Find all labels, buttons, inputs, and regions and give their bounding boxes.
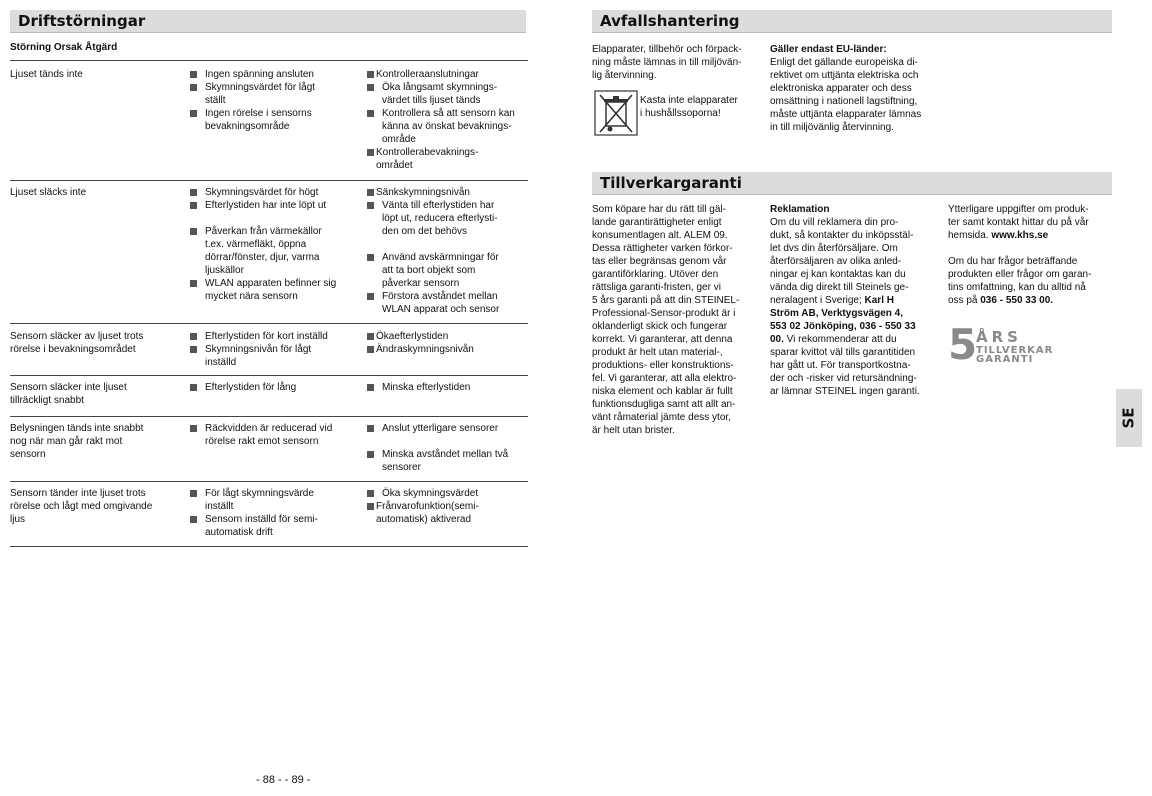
cause-text <box>205 277 336 303</box>
action-item <box>367 68 529 81</box>
cause-item <box>190 186 358 199</box>
text-line: Elapparater, tillbehör och förpack- <box>592 44 742 55</box>
bullet-square-icon <box>367 110 374 117</box>
cause-item <box>190 277 358 303</box>
bullet-square-icon <box>367 149 374 156</box>
action-line: Öka skymningsvärdet <box>382 488 479 499</box>
action-text <box>376 186 470 199</box>
text-line: Professional-Sensor-produkt är i <box>592 308 736 319</box>
text-line: Om du har frågor beträffande <box>948 256 1078 267</box>
text-line: lande garantirättigheter enligt <box>592 217 722 228</box>
text-line: funktionsdugliga samt att allt an- <box>592 399 736 410</box>
text-fragment: www.khs.se <box>991 230 1049 241</box>
cause-text <box>205 422 332 448</box>
action-text <box>382 448 508 474</box>
bullet-square-icon <box>367 451 374 458</box>
badge-line1: TILLVERKAR <box>976 345 1054 356</box>
text-line: konsumentlagen alt. ALEM 09. <box>592 230 728 241</box>
cause-item <box>190 225 358 277</box>
action-text <box>382 487 478 500</box>
reklamation-title: Reklamation <box>770 204 830 215</box>
badge-number: 5 <box>948 320 978 369</box>
bullet-square-icon <box>190 346 197 353</box>
bullet-square-icon <box>367 293 374 300</box>
action-line: att ta bort objekt som <box>382 265 476 276</box>
cause-line: Efterlystiden har inte löpt ut <box>205 200 327 211</box>
bullet-square-icon <box>367 503 374 510</box>
bullet-square-icon <box>190 280 197 287</box>
text-line: ar lämnar STEINEL ingen garanti. <box>770 386 920 397</box>
bullet-square-icon <box>367 84 374 91</box>
heading-driftstorningar: Driftstörningar <box>10 10 526 33</box>
page-numbers: - 88 - - 89 - <box>256 774 311 786</box>
action-line: Kontrollera så att sensorn kan <box>382 108 515 119</box>
action-item <box>367 422 529 435</box>
table-row-problem <box>10 330 180 356</box>
problem-line: Ljuset släcks inte <box>10 187 87 198</box>
cause-line: t.ex. värmefläkt, öppna <box>205 239 307 250</box>
problem-line: ljus <box>10 514 26 525</box>
action-item <box>367 107 529 146</box>
cause-line: inställd <box>205 357 237 368</box>
text-line: omsättning i nationell lagstiftning, <box>770 96 918 107</box>
reklamation-col <box>770 203 942 398</box>
cause-text <box>205 186 318 199</box>
language-tab: SE <box>1116 389 1142 447</box>
cause-line: För lågt skymningsvärde <box>205 488 314 499</box>
text-fragment: hemsida. <box>948 230 992 241</box>
action-item <box>367 448 529 474</box>
action-line: Minska avståndet mellan två <box>382 449 509 460</box>
table-rule <box>10 180 528 181</box>
action-line: Kontrollerabevaknings- <box>376 147 479 158</box>
cause-item <box>190 343 358 369</box>
bullet-square-icon <box>190 71 197 78</box>
action-item <box>367 381 529 394</box>
action-line: område <box>382 134 416 145</box>
bullet-square-icon <box>367 346 374 353</box>
cause-line: Skymningsnivån för lågt <box>205 344 312 355</box>
bullet-square-icon <box>367 333 374 340</box>
problem-line: tillräckligt snabbt <box>10 395 84 406</box>
table-rule <box>10 416 528 417</box>
action-text <box>382 290 499 316</box>
problem-line: rörelse i bevakningsområdet <box>10 344 136 355</box>
action-item <box>367 251 529 290</box>
weee-text <box>640 94 738 120</box>
text-line: rättsliga garanti-fristen, ger vi <box>592 282 721 293</box>
cause-line: Efterlystiden för lång <box>205 382 297 393</box>
action-line: känna av önskat bevaknings- <box>382 121 512 132</box>
text-line: dukt, så kontakter du inköpsstäl- <box>770 230 914 241</box>
text-line: Ytterligare uppgifter om produk- <box>948 204 1089 215</box>
cause-line: ställt <box>205 95 226 106</box>
text-line: elektroniska apparater och dess <box>770 83 912 94</box>
text-fragment: Vi rekommenderar att du <box>783 334 897 345</box>
cause-line: inställt <box>205 501 234 512</box>
avfall-col1 <box>592 43 762 82</box>
avfall-col2 <box>770 43 940 134</box>
action-text <box>382 251 499 290</box>
action-item <box>367 199 529 238</box>
bullet-square-icon <box>190 189 197 196</box>
bullet-square-icon <box>190 84 197 91</box>
text-line: Dessa rättigheter varken förkor- <box>592 243 733 254</box>
table-rule <box>10 323 528 324</box>
text-line: i hushållssoporna! <box>640 108 721 119</box>
text-line: sparar kvittot väl tills garantitiden <box>770 347 916 358</box>
text-line: in till miljövänlig återvinning. <box>770 122 894 133</box>
table-row-problem <box>10 381 180 407</box>
action-line: sensorer <box>382 462 421 473</box>
action-line: Förstora avståndet mellan <box>382 291 498 302</box>
problem-line: Ljuset tänds inte <box>10 69 83 80</box>
bullet-square-icon <box>367 71 374 78</box>
text-fragment: 00. <box>770 334 784 345</box>
five-year-guarantee-badge <box>948 320 1054 369</box>
action-line: Ökaefterlystiden <box>376 331 449 342</box>
bullet-square-icon <box>367 254 374 261</box>
action-item <box>367 343 529 356</box>
cause-line: Skymningsvärdet för lågt <box>205 82 316 93</box>
text-line: Som köpare har du rätt till gäl- <box>592 204 726 215</box>
cause-line: WLAN apparaten befinner sig <box>205 278 337 289</box>
action-line: WLAN apparat och sensor <box>382 304 500 315</box>
bullet-square-icon <box>367 202 374 209</box>
table-rule <box>10 60 528 61</box>
garanti-col1 <box>592 203 764 437</box>
cause-text <box>205 199 326 212</box>
action-text <box>382 422 498 435</box>
text-line: 5 års garanti på att din STEINEL- <box>592 295 740 306</box>
action-line: Ändraskymningsnivån <box>376 344 474 355</box>
table-row-actions <box>367 381 529 394</box>
action-item <box>367 500 529 526</box>
text-line: tas eller begränsas genom vår <box>592 256 727 267</box>
cause-line: ljuskällor <box>205 265 244 276</box>
text-line: fel. Vi garanterar, att alla elektro- <box>592 373 737 384</box>
table-row-causes <box>190 68 358 133</box>
action-item <box>367 330 529 343</box>
cause-item <box>190 330 358 343</box>
cause-item <box>190 107 358 133</box>
eu-title: Gäller endast EU-länder: <box>770 44 887 55</box>
action-item <box>367 186 529 199</box>
cause-text <box>205 81 315 107</box>
action-text <box>382 381 470 394</box>
action-text <box>376 330 448 343</box>
text-line: ning måste lämnas in till miljövän- <box>592 57 742 68</box>
problem-line: sensorn <box>10 449 46 460</box>
cause-item <box>190 199 358 212</box>
action-text <box>382 107 515 146</box>
action-item <box>367 290 529 316</box>
cause-line: Sensorn inställd för semi- <box>205 514 318 525</box>
cause-item <box>190 81 358 107</box>
text-line: niska element och kablar är fullt <box>592 386 733 397</box>
table-rule <box>10 481 528 482</box>
cause-text <box>205 225 322 277</box>
bullet-square-icon <box>367 490 374 497</box>
problem-line: nog när man går rakt mot <box>10 436 123 447</box>
cause-text <box>205 343 311 369</box>
cause-text <box>205 381 296 394</box>
action-text <box>376 146 478 172</box>
text-fragment: 553 02 Jönköping, 036 - 550 33 <box>770 321 916 332</box>
heading-avfallshantering: Avfallshantering <box>592 10 1112 33</box>
text-line: der och -risker vid retursändning- <box>770 373 917 384</box>
table-row-causes <box>190 330 358 369</box>
action-text <box>382 199 498 238</box>
action-line: Kontrolleraanslutningar <box>376 69 479 80</box>
action-line: Anslut ytterligare sensorer <box>382 423 499 434</box>
text-line: rektivet om uttjänta elektriska och <box>770 70 919 81</box>
text-line: vända dig direkt till Steinels ge- <box>770 282 909 293</box>
text-line: måste uttjänta elapparater lämnas <box>770 109 922 120</box>
table-row-actions <box>367 422 529 474</box>
cause-item <box>190 68 358 81</box>
text-line: Om du vill reklamera din pro- <box>770 217 899 228</box>
text-line: vänt råmaterial jämte dess ytor, <box>592 412 731 423</box>
info-col <box>948 203 1120 307</box>
text-fragment: Ström AB, Verktygsvägen 4, <box>770 308 904 319</box>
bullet-square-icon <box>190 202 197 209</box>
cause-line: dörrar/fönster, djur, varma <box>205 252 320 263</box>
text-line: produkten eller frågor om garan- <box>948 269 1092 280</box>
action-line: löpt ut, reducera efterlysti- <box>382 213 498 224</box>
bullet-square-icon <box>190 333 197 340</box>
badge-line2: GARANTI <box>976 354 1034 365</box>
action-item <box>367 487 529 500</box>
heading-tillverkargaranti: Tillverkargaranti <box>592 172 1112 195</box>
table-row-actions <box>367 330 529 356</box>
bullet-square-icon <box>190 490 197 497</box>
cause-item <box>190 513 358 539</box>
cause-line: Efterlystiden för kort inställd <box>205 331 328 342</box>
table-row-actions <box>367 487 529 526</box>
cause-line: mycket nära sensorn <box>205 291 298 302</box>
text-line: ningar ej kan kontaktas kan du <box>770 269 906 280</box>
text-line: Kasta inte elapparater <box>640 95 738 106</box>
text-line: lig återvinning. <box>592 70 657 81</box>
cause-item <box>190 381 358 394</box>
text-line: oklanderligt skick och fungerar <box>592 321 728 332</box>
cause-item <box>190 487 358 513</box>
table-row-problem <box>10 422 180 461</box>
action-line: Öka långsamt skymnings- <box>382 82 498 93</box>
problem-line: Belysningen tänds inte snabbt <box>10 423 144 434</box>
action-line: den om det behövs <box>382 226 468 237</box>
action-line: Frånvarofunktion(semi- <box>376 501 479 512</box>
action-line: Minska efterlystiden <box>382 382 471 393</box>
action-line: automatisk) aktiverad <box>376 514 472 525</box>
table-row-causes <box>190 381 358 394</box>
cause-line: Ingen spänning ansluten <box>205 69 314 80</box>
action-text <box>376 500 479 526</box>
cause-line: bevakningsområde <box>205 121 290 132</box>
table-rule <box>10 375 528 376</box>
text-line: har gått ut. För transportkostna- <box>770 360 911 371</box>
action-text <box>382 81 497 107</box>
bullet-square-icon <box>190 516 197 523</box>
action-line: området <box>376 160 413 171</box>
text-line: ter samt kontakt hittar du på vår <box>948 217 1089 228</box>
cause-line: rörelse rakt emot sensorn <box>205 436 319 447</box>
table-row-actions <box>367 68 529 172</box>
action-text <box>376 68 479 81</box>
text-fragment: Karl H <box>864 295 894 306</box>
cause-line: Ingen rörelse i sensorns <box>205 108 312 119</box>
action-line: Vänta till efterlystiden har <box>382 200 495 211</box>
table-row-problem <box>10 487 180 526</box>
text-line: tins omfattning, kan du alltid nå <box>948 282 1086 293</box>
cause-text <box>205 487 314 513</box>
bullet-square-icon <box>190 425 197 432</box>
table-row-causes <box>190 186 358 303</box>
text-line: let dvs din återförsäljare. Om <box>770 243 898 254</box>
text-line: garantiförklaring. Utöver den <box>592 269 719 280</box>
cause-text <box>205 513 318 539</box>
table-row-problem <box>10 68 180 81</box>
cause-text <box>205 330 328 343</box>
problem-line: Sensorn tänder inte ljuset trots <box>10 488 146 499</box>
text-line: produktions- eller konstruktions- <box>592 360 734 371</box>
wheelie-bin-crossed-icon <box>594 90 638 136</box>
cause-item <box>190 422 358 448</box>
text-fragment: oss på <box>948 295 981 306</box>
table-header: Störning Orsak Åtgärd <box>10 42 118 53</box>
cause-line: automatisk drift <box>205 527 273 538</box>
bullet-square-icon <box>367 189 374 196</box>
action-line: Sänkskymningsnivån <box>376 187 470 198</box>
text-fragment: neralagent i Sverige; <box>770 295 865 306</box>
text-line: Enligt det gällande europeiska di- <box>770 57 918 68</box>
action-line: värdet tills ljuset tänds <box>382 95 481 106</box>
cause-line: Skymningsvärdet för högt <box>205 187 319 198</box>
bullet-square-icon <box>367 384 374 391</box>
bullet-square-icon <box>367 425 374 432</box>
badge-word: ÅRS <box>976 328 1022 346</box>
table-row-actions <box>367 186 529 316</box>
text-line: produkt är helt utan material-, <box>592 347 723 358</box>
action-item <box>367 81 529 107</box>
cause-text <box>205 68 314 81</box>
cause-line: Räckvidden är reducerad vid <box>205 423 333 434</box>
table-rule <box>10 546 528 547</box>
cause-line: Påverkan från värmekällor <box>205 226 322 237</box>
text-fragment: 036 - 550 33 00. <box>980 295 1054 306</box>
text-line: är helt utan brister. <box>592 425 675 436</box>
action-line: Använd avskärmningar för <box>382 252 499 263</box>
table-row-causes <box>190 487 358 539</box>
cause-text <box>205 107 312 133</box>
text-line: återförsäljaren av olika anled- <box>770 256 902 267</box>
action-text <box>376 343 474 356</box>
text-line: korrekt. Vi garanterar, att denna <box>592 334 733 345</box>
bullet-square-icon <box>190 228 197 235</box>
problem-line: Sensorn släcker av ljuset trots <box>10 331 144 342</box>
table-row-problem <box>10 186 180 199</box>
table-row-causes <box>190 422 358 448</box>
bullet-square-icon <box>190 384 197 391</box>
problem-line: Sensorn släcker inte ljuset <box>10 382 127 393</box>
action-item <box>367 146 529 172</box>
action-line: påverkar sensorn <box>382 278 460 289</box>
problem-line: rörelse och lågt med omgivande <box>10 501 153 512</box>
bullet-square-icon <box>190 110 197 117</box>
